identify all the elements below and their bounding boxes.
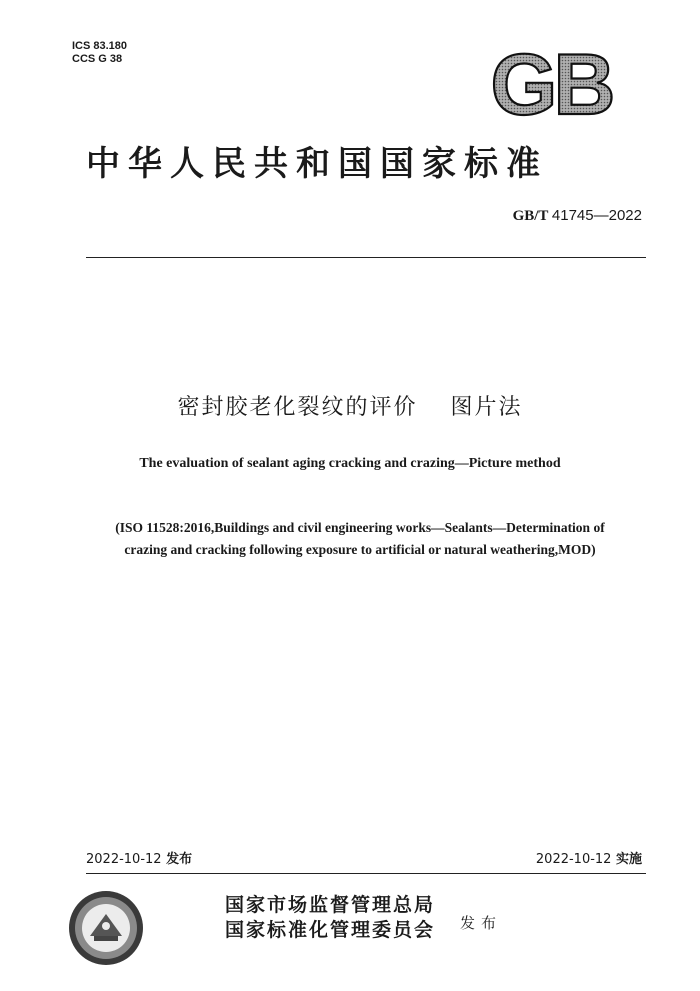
gb-logo-icon: [480, 44, 622, 122]
implementation-label: 实施: [611, 852, 642, 867]
iso-reference-line: crazing and cracking following exposure to artificial or natural weathering,MOD): [124, 542, 596, 557]
document-title-zh: 密封胶老化裂纹的评价 图片法: [177, 395, 523, 420]
iso-reference-line: (ISO 11528:2016,Buildings and civil engineering works—Sealants—Determination of: [115, 520, 605, 535]
ics-code: ICS 83.180: [72, 40, 128, 52]
issue-date-value: 2022-10-12: [86, 852, 162, 867]
standard-number: [380, 207, 642, 225]
publish-label: 发布: [460, 914, 503, 932]
classification-codes: [72, 40, 127, 66]
implementation-date: [440, 848, 642, 867]
issuing-authorities: [225, 893, 435, 943]
issuer-samr: 国家市场监督管理总局: [225, 894, 436, 916]
official-seal-icon: [66, 888, 146, 968]
top-divider: [86, 257, 646, 258]
standard-prefix: GB/T: [512, 208, 552, 224]
svg-text:GB: GB: [490, 44, 612, 122]
bottom-divider: [86, 873, 646, 874]
document-title-en: The evaluation of sealant aging cracking and crazing—Picture method: [139, 456, 561, 471]
implementation-date-value: 2022-10-12: [535, 852, 612, 867]
ccs-code: CCS G 38: [72, 53, 123, 65]
issue-label: 发布: [161, 852, 193, 867]
issue-date: [86, 848, 192, 867]
national-standard-title: 中华人民共和国国家标准: [86, 144, 548, 184]
standard-code: 41745—2022: [551, 207, 642, 224]
iso-reference: [80, 517, 640, 561]
issuer-sac: 国家标准化管理委员会: [225, 919, 436, 941]
